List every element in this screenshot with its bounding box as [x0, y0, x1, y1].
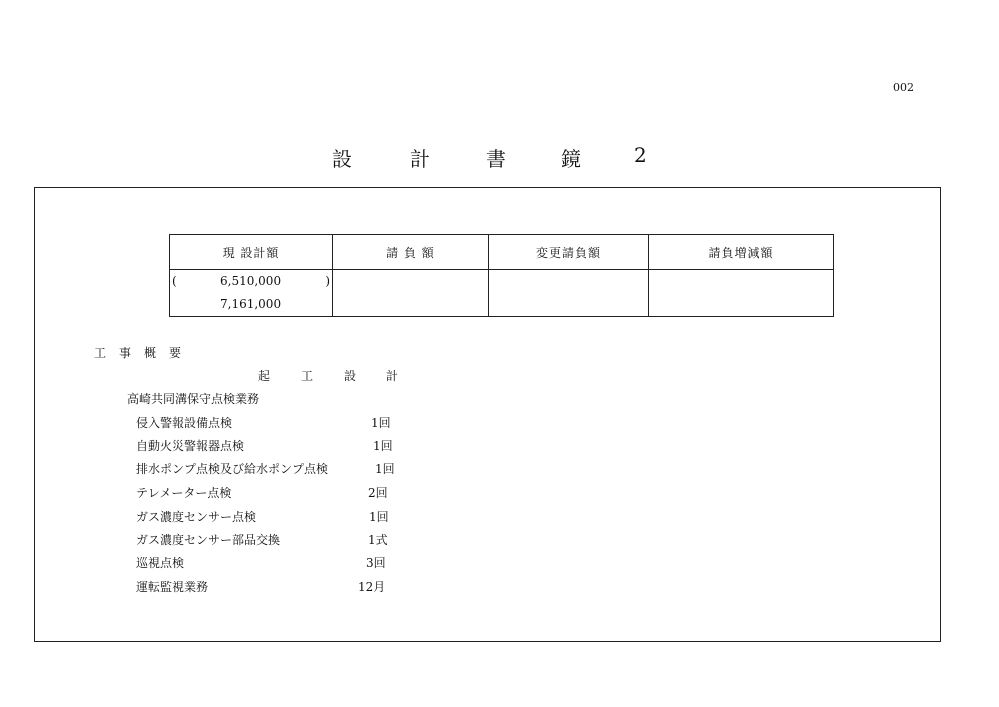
task-row	[136, 414, 436, 434]
task-quantity: 3回	[366, 556, 386, 570]
current-amount-value: 6,510,000	[220, 274, 282, 288]
task-quantity: 1回	[371, 416, 391, 430]
task-name: ガス濃度センサー部品交換	[136, 533, 281, 547]
task-name: 運転監視業務	[136, 580, 209, 594]
task-name: 巡視点検	[136, 556, 185, 570]
task-row	[136, 531, 436, 551]
task-name: ガス濃度センサー点検	[136, 510, 257, 524]
header-current-design-amount: 現 設計額	[170, 235, 333, 270]
title-char: 鏡	[561, 147, 581, 171]
contract-amount-cell	[333, 270, 489, 317]
task-quantity: 2回	[368, 486, 388, 500]
task-quantity: 1回	[369, 510, 389, 524]
sub-heading-char: 設	[344, 369, 357, 383]
title-char: 設	[332, 147, 352, 171]
task-row	[136, 578, 436, 598]
task-quantity: 1回	[373, 439, 393, 453]
heading-char: 事	[119, 346, 132, 360]
task-quantity: 1回	[375, 462, 395, 476]
paren-open: (	[172, 274, 177, 288]
sub-heading-char: 工	[301, 369, 314, 383]
design-amount-value: 7,161,000	[220, 297, 282, 311]
task-name: 自動火災警報器点検	[136, 439, 245, 453]
task-row	[136, 554, 436, 574]
amounts-value-row	[170, 270, 834, 317]
task-quantity: 1式	[368, 533, 388, 547]
task-row	[136, 508, 436, 528]
task-name: 侵入警報設備点検	[136, 416, 233, 430]
task-name: テレメーター点検	[136, 486, 232, 500]
header-contract-increase-decrease: 請負増減額	[649, 235, 834, 270]
initial-design-heading	[258, 367, 408, 383]
header-contract-amount: 請 負 額	[333, 235, 489, 270]
contract-increase-decrease-cell	[649, 270, 834, 317]
task-quantity: 12月	[358, 580, 386, 594]
task-name: 排水ポンプ点検及び給水ポンプ点検	[136, 462, 329, 476]
task-row	[136, 437, 436, 457]
changed-contract-amount-cell	[489, 270, 649, 317]
page-number: 002	[893, 81, 914, 94]
sub-heading-char: 起	[258, 369, 271, 383]
heading-char: 工	[94, 346, 107, 360]
paren-close: )	[325, 274, 330, 288]
title-char: 書	[486, 147, 506, 171]
heading-char: 概	[144, 346, 157, 360]
heading-char: 要	[169, 346, 182, 360]
document-title	[332, 143, 662, 171]
title-char: 計	[410, 147, 430, 171]
title-char: 2	[634, 143, 647, 167]
sub-heading-char: 計	[386, 369, 399, 383]
amounts-header-row	[170, 235, 834, 270]
header-changed-contract-amount: 変更請負額	[489, 235, 649, 270]
task-row	[136, 484, 436, 504]
project-name: 高崎共同溝保守点検業務	[127, 392, 260, 406]
task-row	[136, 460, 436, 480]
amounts-table	[169, 234, 834, 317]
current-design-amount-cell	[170, 270, 333, 317]
